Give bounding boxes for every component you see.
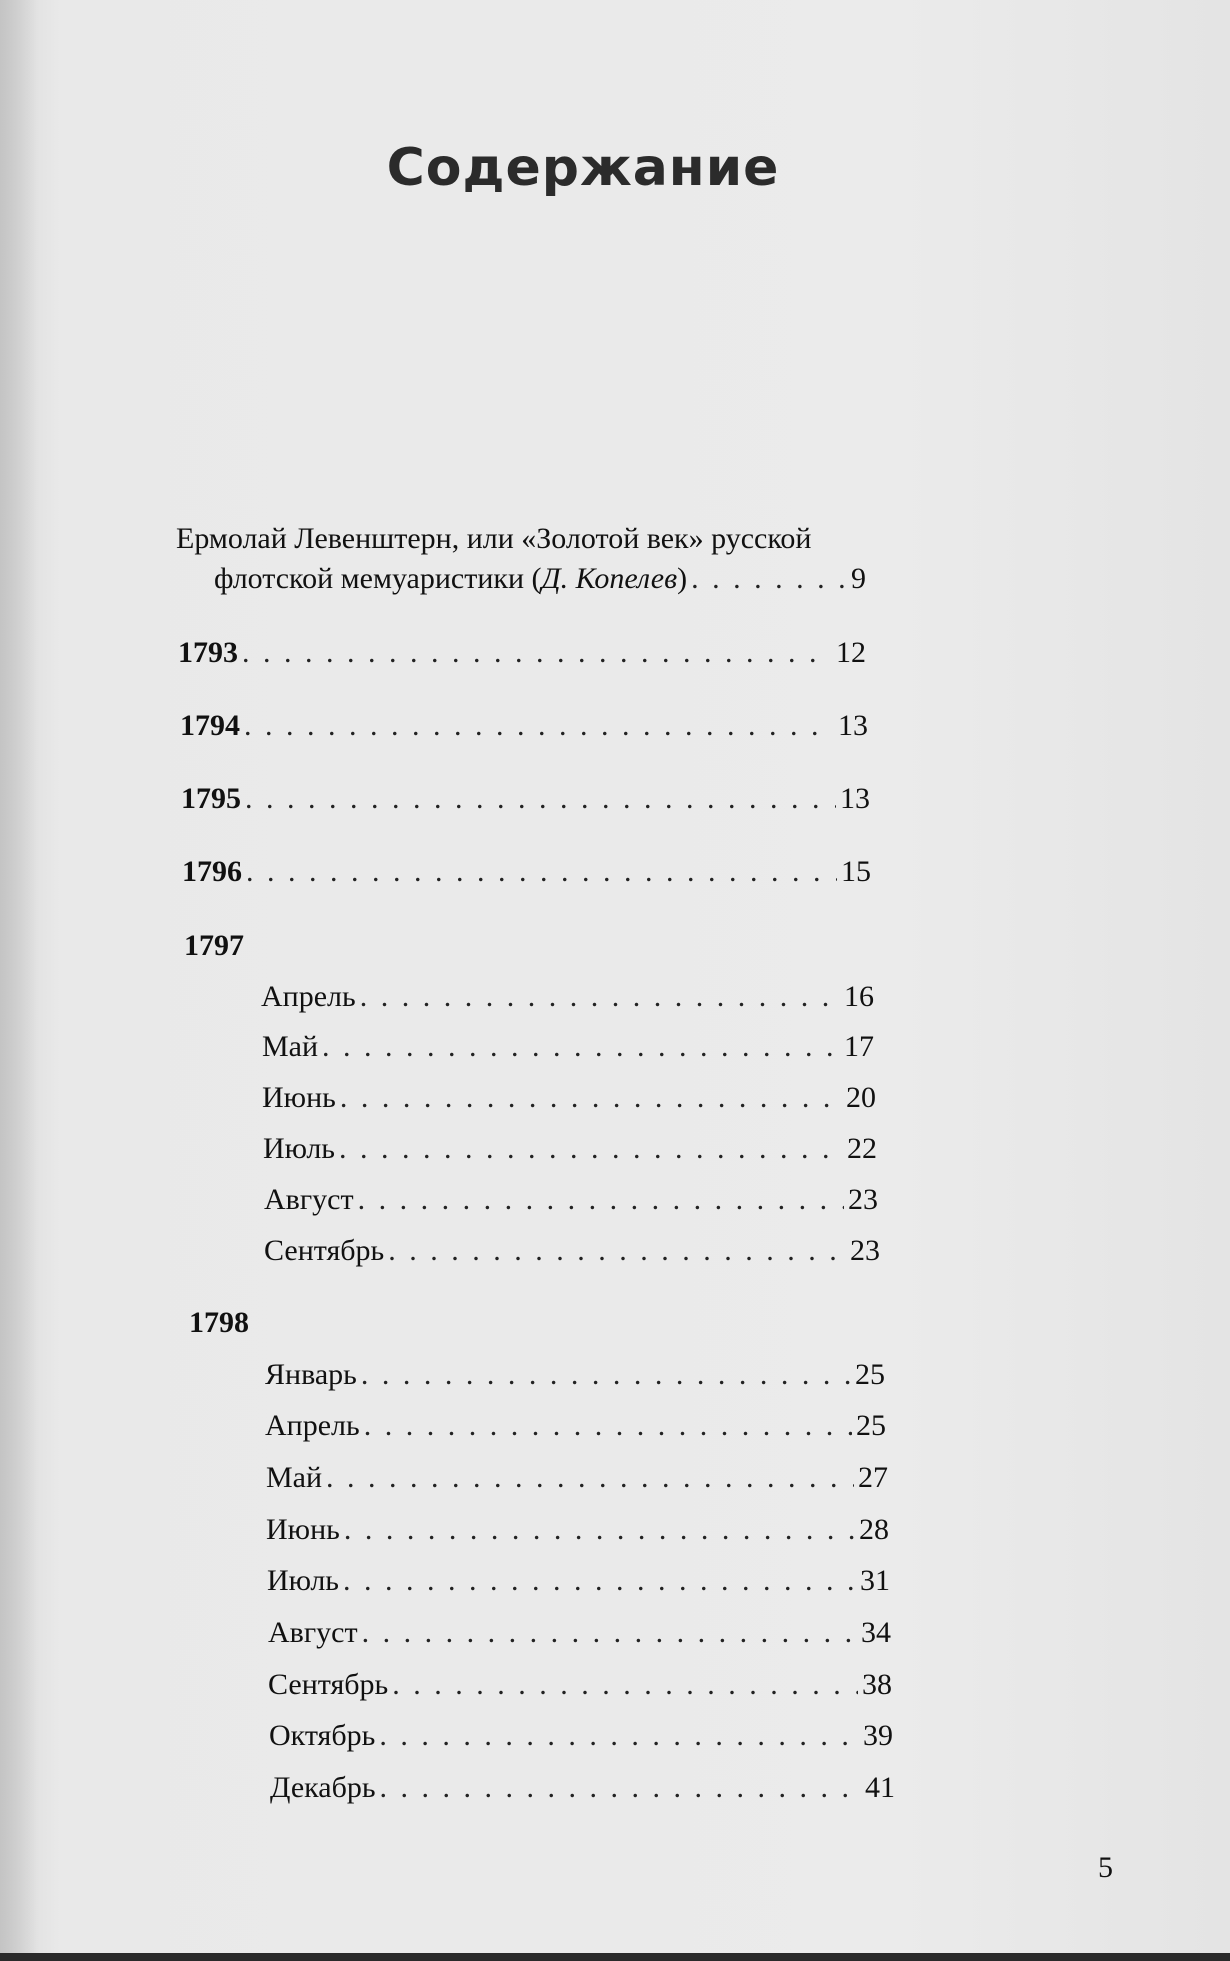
toc-page-number: 13 <box>840 782 870 815</box>
leader-dots <box>326 1458 854 1498</box>
toc-year-label: 1796 <box>182 855 242 888</box>
toc-entry-1797-may[interactable] <box>262 1027 874 1067</box>
toc-month-label: Сентябрь <box>268 1668 389 1701</box>
leader-dots <box>343 1561 856 1601</box>
toc-entry-1798-april[interactable] <box>265 1406 886 1446</box>
toc-entry-1798-june[interactable] <box>266 1510 889 1550</box>
leader-dots <box>344 1510 855 1550</box>
toc-month-label: Июнь <box>266 1513 340 1546</box>
toc-entry-1797-july[interactable] <box>263 1129 877 1169</box>
toc-month-label: Июль <box>267 1564 339 1597</box>
toc-page-number: 23 <box>848 1183 878 1216</box>
toc-entry-1798-december[interactable] <box>270 1768 895 1808</box>
leader-dots <box>380 1768 861 1808</box>
toc-entry-1798-may[interactable] <box>266 1458 888 1498</box>
toc-month-label: Октябрь <box>269 1719 376 1752</box>
toc-page-number: 13 <box>838 709 868 742</box>
toc-month-label: Сентябрь <box>264 1234 385 1267</box>
toc-entry-1793[interactable] <box>178 633 866 673</box>
toc-page-number: 28 <box>859 1513 889 1546</box>
toc-month-label: Июнь <box>262 1081 336 1114</box>
toc-page-number: 23 <box>850 1234 880 1267</box>
leader-dots <box>388 1231 846 1271</box>
toc-year-label: 1794 <box>180 709 240 742</box>
leader-dots <box>379 1716 859 1756</box>
toc-page-number: 25 <box>855 1358 885 1391</box>
leader-dots <box>364 1406 852 1446</box>
leader-dots <box>392 1665 858 1705</box>
toc-entry-1794[interactable] <box>180 706 868 746</box>
toc-month-label: Май <box>262 1030 319 1063</box>
leader-dots <box>246 852 837 892</box>
page-number: 5 <box>1098 1851 1113 1884</box>
leader-dots <box>340 1078 842 1118</box>
toc-page-number: 39 <box>863 1719 893 1752</box>
leader-dots <box>244 706 834 746</box>
leader-dots <box>362 1613 857 1653</box>
leader-dots <box>245 779 836 819</box>
toc-month-label: Июль <box>263 1132 335 1165</box>
leader-dots <box>691 559 847 599</box>
leader-dots <box>322 1027 840 1067</box>
toc-page-number: 31 <box>860 1564 890 1597</box>
toc-month-label: Декабрь <box>270 1771 376 1804</box>
toc-page-number: 15 <box>841 855 871 888</box>
toc-page-number: 34 <box>861 1616 891 1649</box>
toc-month-label: Май <box>266 1461 323 1494</box>
toc-page-number: 22 <box>847 1132 877 1165</box>
toc-entry-1797-april[interactable] <box>261 977 874 1017</box>
toc-section-1798[interactable]: 1798 <box>189 1306 249 1339</box>
toc-entry-1797-june[interactable] <box>262 1078 876 1118</box>
toc-intro-entry[interactable] <box>214 559 866 599</box>
page-bottom-edge <box>0 1953 1230 1961</box>
toc-month-label: Август <box>264 1183 354 1216</box>
page-title: Содержание <box>386 138 780 198</box>
toc-month-label: Январь <box>265 1358 357 1391</box>
toc-entry-1796[interactable] <box>182 852 871 892</box>
toc-page-number: 20 <box>846 1081 876 1114</box>
toc-entry-1798-january[interactable] <box>265 1355 885 1395</box>
toc-year-label: 1795 <box>181 782 241 815</box>
toc-page-number: 38 <box>862 1668 892 1701</box>
toc-intro-label: флотской мемуаристики (Д. Копелев) <box>214 562 688 595</box>
toc-entry-1797-august[interactable] <box>264 1180 878 1220</box>
leader-dots <box>361 1355 851 1395</box>
toc-year-label: 1793 <box>178 636 238 669</box>
toc-page-number: 25 <box>856 1409 886 1442</box>
toc-section-1797[interactable]: 1797 <box>184 929 244 962</box>
toc-page-number: 41 <box>865 1771 895 1804</box>
toc-page-number: 9 <box>851 562 866 595</box>
leader-dots <box>358 1180 844 1220</box>
toc-page-number: 12 <box>836 636 866 669</box>
leader-dots <box>242 633 832 673</box>
leader-dots <box>360 977 840 1017</box>
toc-entry-1795[interactable] <box>181 779 870 819</box>
toc-entry-1797-september[interactable] <box>264 1231 880 1271</box>
toc-intro-line1: Ермолай Левенштерн, или «Золотой век» русской <box>176 522 812 555</box>
toc-entry-1798-july[interactable] <box>267 1561 890 1601</box>
toc-entry-1798-august[interactable] <box>268 1613 891 1653</box>
toc-entry-1798-october[interactable] <box>269 1716 893 1756</box>
leader-dots <box>339 1129 843 1169</box>
binding-shadow <box>0 0 38 1961</box>
toc-month-label: Апрель <box>261 980 356 1013</box>
toc-page-number: 17 <box>844 1030 874 1063</box>
toc-month-label: Апрель <box>265 1409 360 1442</box>
toc-intro-author: Д. Копелев <box>541 562 678 595</box>
toc-entry-1798-september[interactable] <box>268 1665 892 1705</box>
toc-month-label: Август <box>268 1616 358 1649</box>
toc-page-number: 27 <box>858 1461 888 1494</box>
toc-page-number: 16 <box>844 980 874 1013</box>
